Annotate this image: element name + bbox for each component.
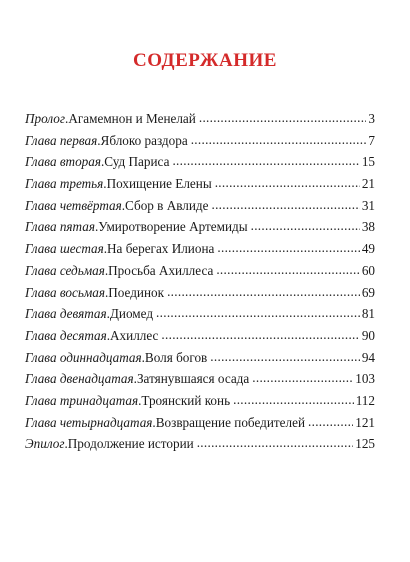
toc-entry	[25, 173, 375, 195]
toc-entry-dot-leader	[191, 129, 367, 151]
toc-entry-title: Яблоко раздора	[100, 132, 188, 148]
toc-entry-title: Похищение Елены	[106, 176, 212, 192]
toc-entry	[25, 130, 375, 152]
toc-entry-dot-leader	[161, 324, 359, 346]
toc-entry-dot-leader	[167, 281, 360, 303]
toc-entry	[25, 195, 375, 217]
toc-entry	[25, 412, 375, 434]
toc-entry-page-number: 90	[361, 327, 375, 343]
toc-entry	[25, 282, 375, 304]
toc-entry-chapter-label: Глава пятая	[25, 219, 95, 235]
toc-entry-dot-leader	[172, 150, 359, 172]
toc-entry-separator: .	[94, 219, 99, 235]
toc-entry-chapter-label: Глава первая	[25, 132, 98, 148]
toc-entry-page-number: 49	[361, 241, 375, 257]
toc-entry	[25, 238, 375, 260]
toc-entry-chapter-label: Эпилог	[25, 436, 65, 452]
toc-entry-page-number: 3	[368, 111, 375, 126]
toc-entry-separator: .	[106, 327, 111, 343]
toc-entry-title: Продолжение истории	[67, 436, 194, 452]
toc-entry	[25, 347, 375, 369]
toc-entry-separator: .	[65, 111, 69, 126]
toc-entry-title: Затянувшаяся осада	[136, 371, 250, 387]
toc-entry	[25, 151, 375, 173]
toc-entry-page-number: 125	[355, 436, 375, 452]
page-title: СОДЕРЖАНИЕ	[133, 50, 277, 71]
toc-entry	[25, 433, 375, 455]
toc-entry	[25, 368, 375, 390]
toc-entry-chapter-label: Глава четвёртая	[25, 197, 122, 213]
toc-entry-dot-leader	[197, 432, 354, 454]
toc-entry-dot-leader	[211, 194, 359, 216]
toc-entry-dot-leader	[251, 215, 360, 237]
toc-entry-page-number: 31	[361, 197, 375, 213]
toc-entry-title: Сбор в Авлиде	[125, 197, 209, 213]
toc-entry-dot-leader	[156, 302, 360, 324]
toc-entry-chapter-label: Глава десятая	[25, 327, 107, 343]
toc-entry-separator: .	[141, 349, 145, 365]
toc-entry-separator: .	[103, 241, 108, 257]
toc-entry-title: Воля богов	[144, 349, 208, 365]
toc-entry-chapter-label: Глава восьмая	[25, 284, 105, 300]
toc-entry-dot-leader	[199, 107, 367, 129]
toc-entry-separator: .	[104, 284, 109, 300]
toc-entry-title: На берегах Илиона	[107, 241, 215, 257]
toc-entry-page-number: 69	[361, 284, 375, 300]
toc-entry-chapter-label: Глава седьмая	[25, 262, 105, 278]
toc-entry-title: Суд Париса	[104, 154, 170, 170]
toc-entry-title: Поединок	[108, 284, 165, 300]
toc-entry-separator: .	[97, 132, 101, 148]
toc-entry	[25, 216, 375, 238]
toc-entry-dot-leader	[233, 389, 354, 411]
toc-entry-page-number: 94	[361, 349, 375, 365]
toc-entry-chapter-label: Глава вторая	[25, 154, 101, 170]
toc-entry-separator: .	[103, 176, 107, 192]
toc-entry-page-number: 7	[368, 132, 375, 148]
toc-entry-dot-leader	[210, 346, 360, 368]
toc-entry-separator: .	[101, 154, 105, 170]
toc-entry	[25, 303, 375, 325]
toc-entry-separator: .	[64, 436, 68, 452]
toc-entry-title: Возвращение победителей	[155, 414, 306, 430]
toc-entry	[25, 390, 375, 412]
toc-entry-page-number: 103	[355, 371, 375, 387]
toc-entry-dot-leader	[217, 237, 359, 259]
toc-entry-title: Диомед	[109, 306, 154, 322]
toc-entry-chapter-label: Глава шестая	[25, 241, 104, 257]
toc-entry-page-number: 21	[361, 176, 375, 192]
toc-entry-title: Просьба Ахиллеса	[108, 262, 214, 278]
toc-entry-title: Ахиллес	[110, 327, 159, 343]
toc-entry-page-number: 112	[355, 392, 375, 408]
toc-entry-page-number: 121	[355, 414, 375, 430]
toc-entry-chapter-label: Пролог	[25, 111, 66, 126]
toc-entry-chapter-label: Глава тринадцатая	[25, 392, 139, 408]
toc-entry-separator: .	[152, 414, 156, 430]
table-of-contents	[25, 108, 375, 455]
toc-entry-chapter-label: Глава четырнадцатая	[25, 414, 153, 430]
toc-entry-dot-leader	[252, 367, 353, 389]
toc-entry-dot-leader	[215, 172, 360, 194]
toc-entry-separator: .	[133, 371, 137, 387]
toc-entry-title: Умиротворение Артемиды	[98, 219, 248, 235]
toc-entry-separator: .	[138, 392, 142, 408]
toc-entry-page-number: 38	[361, 219, 375, 235]
toc-entry-chapter-label: Глава девятая	[25, 306, 107, 322]
toc-entry-separator: .	[121, 197, 126, 213]
toc-entry-chapter-label: Глава третья	[25, 176, 104, 192]
toc-entry-separator: .	[106, 306, 110, 322]
toc-entry-title: Троянский конь	[141, 392, 231, 408]
toc-entry-title: Агамемнон и Менелай	[68, 111, 196, 126]
toc-entry-dot-leader	[216, 259, 360, 281]
toc-entry-chapter-label: Глава одиннадцатая	[25, 349, 142, 365]
toc-entry	[25, 325, 375, 347]
toc-entry-chapter-label: Глава двенадцатая	[25, 371, 134, 387]
toc-entry-dot-leader	[308, 411, 353, 433]
toc-entry	[25, 260, 375, 282]
toc-entry-separator: .	[104, 262, 109, 278]
toc-entry-page-number: 81	[361, 306, 375, 322]
toc-entry-page-number: 15	[361, 154, 375, 170]
toc-entry	[25, 108, 375, 130]
toc-entry-page-number: 60	[361, 262, 375, 278]
